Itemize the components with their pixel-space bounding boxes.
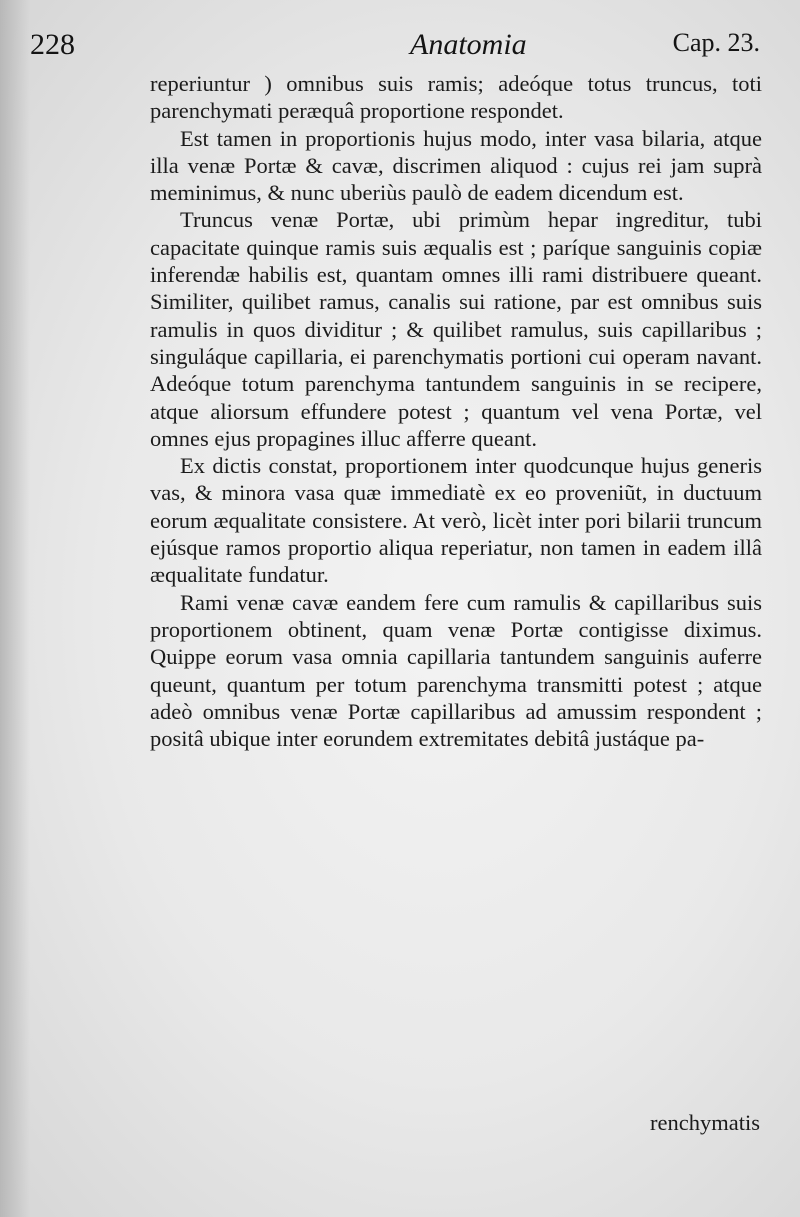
running-title: Anatomia: [410, 28, 527, 61]
paragraph-1: reperiuntur ) omnibus suis ramis; adeóque totus truncus, toti parenchymati peræquâ proportione respondet.: [150, 71, 762, 124]
paragraph-2: Est tamen in proportionis hujus modo, inter vasa bilaria, atque illa venæ Portæ & cavæ, discrimen aliquod : cujus rei jam suprà meminimus, & nunc uberiùs paulò de eadem dicendum est.: [150, 125, 762, 206]
catchword: renchymatis: [650, 1110, 760, 1135]
paragraph-3: Truncus venæ Portæ, ubi primùm hepar ingreditur, tubi capacitate quinque ramis suis æqualis est ; paríque sanguinis copiæ inferendæ habilis est, quantam omnes illi rami distribuere queant. Similiter, quilibet ramus, canalis sui ratione, par est omnibus suis ramulis in quos dividitur ; & quilibet ramulus, suis capillaribus ; singuláque capillaria, ei parenchymatis portioni cui operam navant. Adeóque totum parenchyma tantundem sanguinis in se recipere, atque aliorsum effundere potest ; quantum vel vena Portæ, vel omnes ejus propagines illuc afferre queant.: [150, 207, 762, 451]
paragraph-4: Ex dictis constat, proportionem inter quodcunque hujus generis vas, & minora vasa quæ immediatè ex eo proveniũt, in ductuum eorum æqualitate consistere. At verò, licèt inter pori bilarii truncum ejúsque ramos proportio aliqua reperiatur, non tamen in eadem illâ æqualitate fundatur.: [150, 453, 762, 588]
gutter-shadow: [0, 0, 30, 1217]
body-text: [150, 70, 762, 752]
page-number: 228: [30, 28, 75, 61]
page-header: [30, 28, 760, 68]
chapter-label: Cap. 23.: [672, 28, 760, 57]
paragraph-5: Rami venæ cavæ eandem fere cum ramulis & capillaribus suis proportionem obtinent, quam venæ Portæ contigisse diximus. Quippe eorum vasa omnia capillaria tantundem sanguinis auferre queunt, quantum per totum parenchyma transmitti potest ; atque adeò omnibus venæ Portæ capillaribus ad amussim respondent ; positâ ubique inter eorundem extremitates debitâ justáque pa-: [150, 589, 762, 752]
